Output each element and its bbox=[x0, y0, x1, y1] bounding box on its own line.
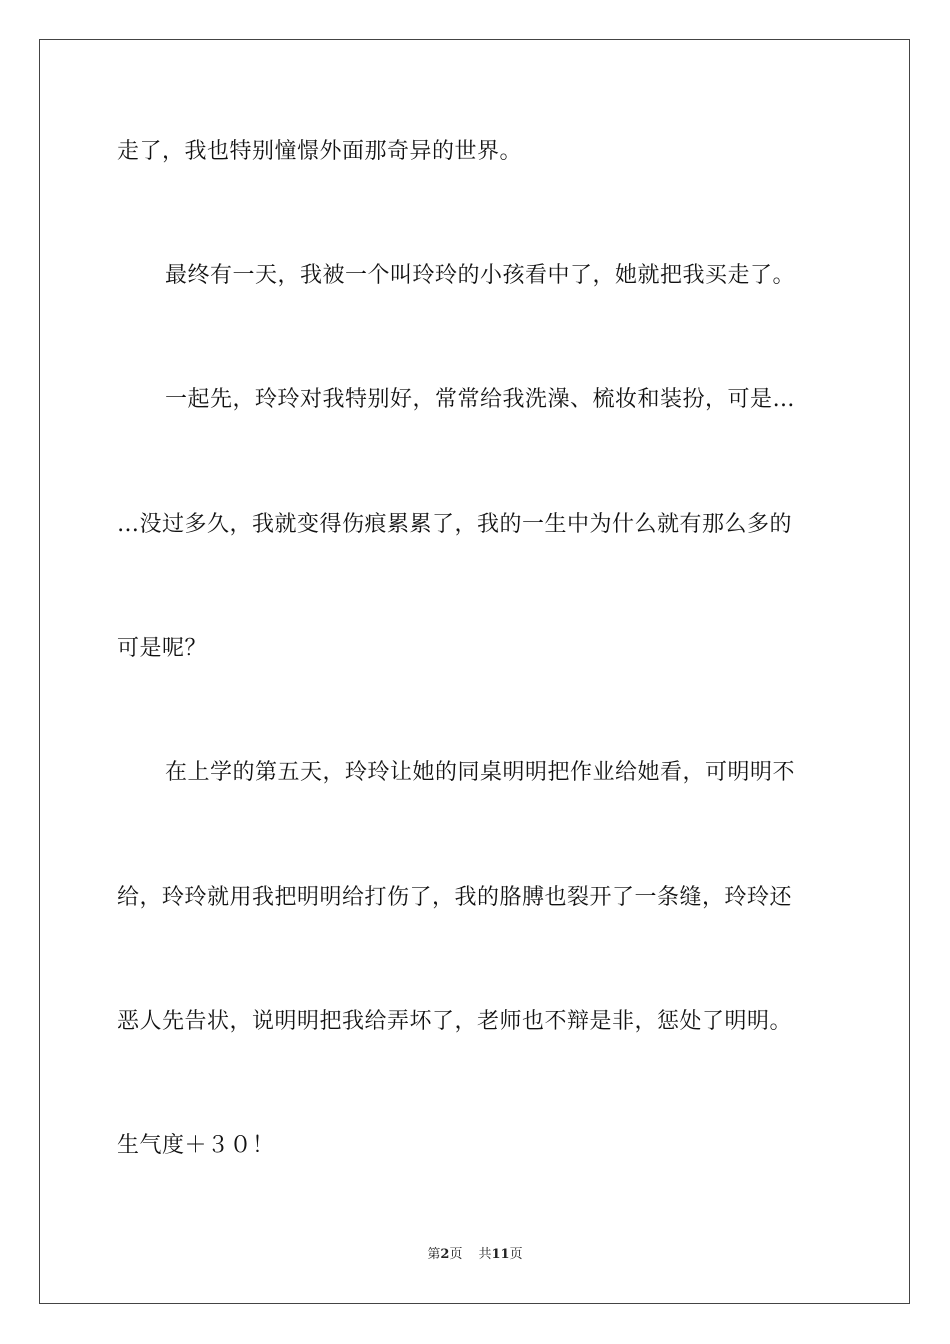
text-line-1: 走了，我也特别憧憬外面那奇异的世界。 bbox=[117, 139, 523, 164]
text-line-7: 给，玲玲就用我把明明给打伤了，我的胳膊也裂开了一条缝，玲玲还 bbox=[117, 885, 793, 910]
page-label-prefix: 第 bbox=[427, 1247, 441, 1262]
text-line-5: 可是呢？ bbox=[117, 636, 208, 661]
page-border bbox=[39, 39, 910, 1304]
text-line-3: 一起先，玲玲对我特别好，常常给我洗澡、梳妆和装扮，可是… bbox=[165, 387, 796, 412]
page-label-suffix: 页 bbox=[449, 1247, 463, 1262]
total-label-suffix: 页 bbox=[509, 1247, 523, 1262]
total-label-prefix: 共 bbox=[478, 1247, 492, 1262]
text-line-8: 恶人先告状，说明明把我给弄坏了，老师也不辩是非，惩处了明明。 bbox=[117, 1009, 793, 1034]
text-line-2: 最终有一天，我被一个叫玲玲的小孩看中了，她就把我买走了。 bbox=[165, 263, 796, 288]
page-footer bbox=[0, 1247, 950, 1263]
text-line-4: …没过多久，我就变得伤痕累累了，我的一生中为什么就有那么多的 bbox=[117, 512, 793, 537]
text-line-9: 生气度＋３０！ bbox=[117, 1133, 275, 1158]
total-pages: 11 bbox=[491, 1247, 510, 1262]
text-line-6: 在上学的第五天，玲玲让她的同桌明明把作业给她看，可明明不 bbox=[165, 760, 796, 785]
page-number: 2 bbox=[440, 1247, 450, 1262]
